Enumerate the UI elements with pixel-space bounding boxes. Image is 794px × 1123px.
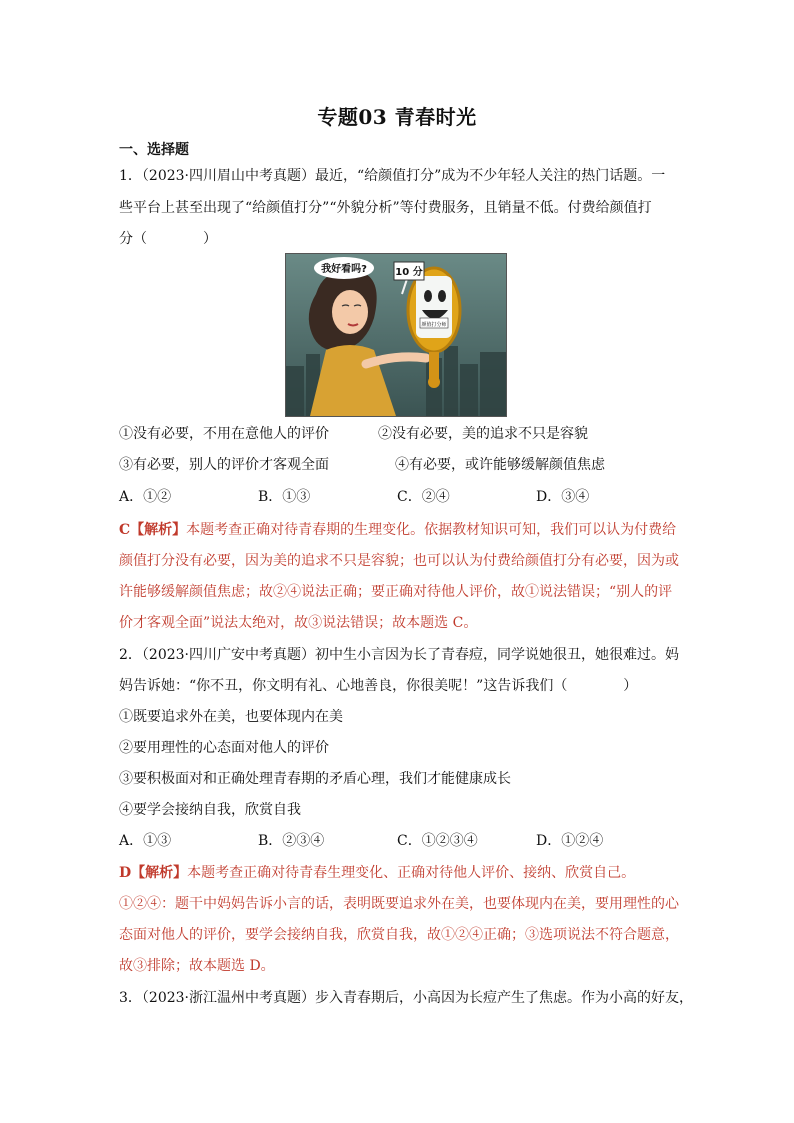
q2-analysis-tag: 【解析】 xyxy=(131,865,188,881)
q2-statement-2: ②要用理性的心态面对他人的评价 xyxy=(119,740,329,756)
image-screen-text: 颜值打分师 xyxy=(421,322,447,328)
q2-option-c: C．①②③④ xyxy=(397,833,478,849)
q1-option-c: C．②④ xyxy=(397,489,450,505)
section-heading: 一、选择题 xyxy=(119,142,189,158)
page-title: 专题03 青春时光 xyxy=(317,105,477,129)
q1-option-b: B．①③ xyxy=(258,489,311,505)
q1-stem-line-1: 1．（2023·四川眉山中考真题）最近，“给颜值打分”成为不少年轻人关注的热门话题。一 xyxy=(119,168,666,184)
q1-analysis-line-2: 颜值打分没有必要，因为美的追求不只是容貌；也可以认为付费给颜值打分有必要，因为或 xyxy=(119,553,679,569)
q1-cartoon-image xyxy=(285,253,507,417)
image-bubble-text: 我好看吗? xyxy=(321,264,367,275)
q1-stem-line-2: 些平台上甚至出现了“给颜值打分”“外貌分析”等付费服务，且销量不低。付费给颜值打 xyxy=(119,200,652,216)
q2-answer-letter: D xyxy=(119,865,132,881)
q2-analysis-line-2: ①②④：题干中妈妈告诉小言的话，表明既要追求外在美，也要体现内在美，要用理性的心 xyxy=(119,896,679,912)
q2-statement-4: ④要学会接纳自我，欣赏自我 xyxy=(119,802,301,818)
q2-option-d: D．①②④ xyxy=(536,833,604,849)
q2-statement-3: ③要积极面对和正确处理青春期的矛盾心理，我们才能健康成长 xyxy=(119,771,511,787)
q2-statement-1: ①既要追求外在美，也要体现内在美 xyxy=(119,709,343,725)
image-sign-text: 10 分 xyxy=(395,267,423,278)
q1-statement-2: ②没有必要，美的追求不只是容貌 xyxy=(378,426,588,442)
q1-analysis-line-3: 许能够缓解颜值焦虑；故②④说法正确；要正确对待他人评价，故①说法错误；“别人的评 xyxy=(119,584,673,600)
q1-analysis-tag: 【解析】 xyxy=(130,522,187,538)
q2-stem-line-1: 2．（2023·四川广安中考真题）初中生小言因为长了青春痘，同学说她很丑，她很难过。妈 xyxy=(119,647,679,663)
q1-analysis-line-1: C【解析】本题考查正确对待青春期的生理变化。依据教材知识可知，我们可以认为付费给 xyxy=(119,522,677,538)
q2-stem-line-2: 妈告诉她：“你不丑，你文明有礼、心地善良，你很美呢！”这告诉我们（ ） xyxy=(119,678,638,694)
q2-analysis-line-3: 态面对他人的评价，要学会接纳自我，欣赏自我，故①②④正确；③选项说法不符合题意， xyxy=(119,927,679,943)
q1-answer-letter: C xyxy=(119,522,131,538)
q1-statement-1: ①没有必要，不用在意他人的评价 xyxy=(119,426,329,442)
q2-analysis-line-1: D【解析】本题考查正确对待青春生理变化、正确对待他人评价、接纳、欣赏自己。 xyxy=(119,865,636,881)
q1-statement-4: ④有必要，或许能够缓解颜值焦虑 xyxy=(395,457,605,473)
q1-option-d: D．③④ xyxy=(536,489,590,505)
q1-stem-line-3: 分（ ） xyxy=(119,231,217,247)
q1-option-a: A．①② xyxy=(119,489,172,505)
q2-option-b: B．②③④ xyxy=(258,833,325,849)
q2-analysis-line-4: 故③排除；故本题选 D。 xyxy=(119,958,275,974)
q3-stem-line-1: 3．（2023·浙江温州中考真题）步入青春期后，小高因为长痘产生了焦虑。作为小高的好友， xyxy=(119,990,693,1006)
q1-analysis-line-4: 价才客观全面”说法太绝对，故③说法错误；故本题选 C。 xyxy=(119,615,478,631)
q1-statement-3: ③有必要，别人的评价才客观全面 xyxy=(119,457,329,473)
q2-option-a: A．①③ xyxy=(119,833,172,849)
